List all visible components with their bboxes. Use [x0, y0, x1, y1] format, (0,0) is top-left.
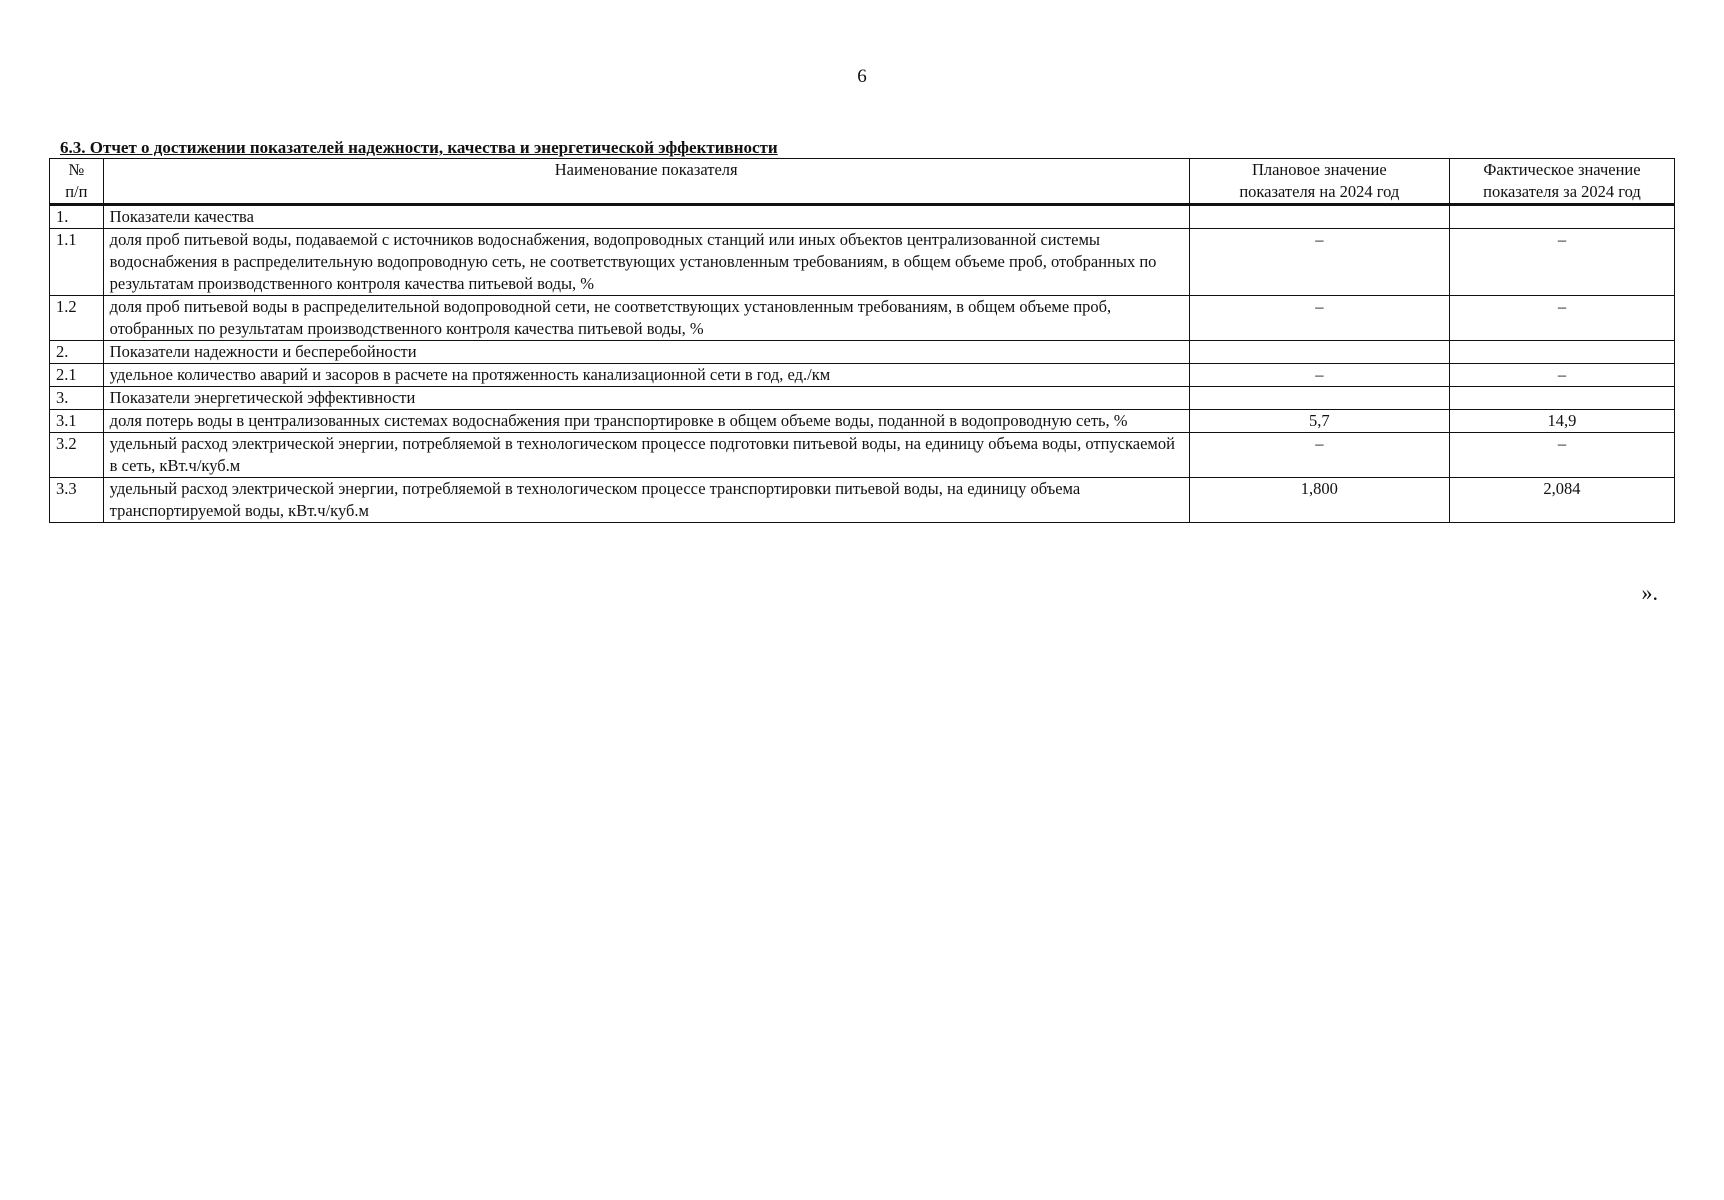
header-fact [1449, 159, 1674, 205]
header-num [50, 159, 104, 205]
table-row [50, 410, 1675, 433]
table-row [50, 478, 1675, 523]
header-num-line2: п/п [65, 182, 88, 201]
row-name: удельное количество аварий и засоров в расчете на протяженность канализационной сети в год, ед./км [103, 364, 1189, 387]
row-plan: – [1189, 364, 1449, 387]
indicators-table [49, 158, 1675, 523]
row-plan [1189, 387, 1449, 410]
table-row [50, 433, 1675, 478]
row-plan: 1,800 [1189, 478, 1449, 523]
row-num: 2.1 [50, 364, 104, 387]
header-name [103, 159, 1189, 205]
row-name: Показатели надежности и бесперебойности [103, 341, 1189, 364]
header-name-text: Наименование показателя [554, 160, 738, 179]
row-num: 3.1 [50, 410, 104, 433]
row-num: 1.2 [50, 296, 104, 341]
row-plan [1189, 205, 1449, 229]
table-row [50, 364, 1675, 387]
row-fact: – [1449, 433, 1674, 478]
row-num: 1.1 [50, 229, 104, 296]
table-row [50, 296, 1675, 341]
row-fact: – [1449, 296, 1674, 341]
row-fact: – [1449, 229, 1674, 296]
header-fact-line2: показателя за 2024 год [1483, 182, 1641, 201]
row-fact: 14,9 [1449, 410, 1674, 433]
row-name: удельный расход электрической энергии, потребляемой в технологическом процессе подготовки питьевой воды, на единицу объема воды, отпускаемой в сеть, кВт.ч/куб.м [103, 433, 1189, 478]
row-fact [1449, 205, 1674, 229]
table-row [50, 205, 1675, 229]
section-title: 6.3. Отчет о достижении показателей надежности, качества и энергетической эффективности [60, 138, 778, 157]
row-fact: – [1449, 364, 1674, 387]
header-num-line1: № [68, 160, 85, 179]
row-num: 1. [50, 205, 104, 229]
row-name: доля проб питьевой воды в распределительной водопроводной сети, не соответствующих установленным требованиям, в общем объеме проб, отобранных по результатам производственного контроля качества питьевой воды, % [103, 296, 1189, 341]
header-fact-line1: Фактическое значение [1483, 160, 1641, 179]
header-plan-line2: показателя на 2024 год [1239, 182, 1400, 201]
row-fact: 2,084 [1449, 478, 1674, 523]
row-plan: – [1189, 296, 1449, 341]
row-plan: 5,7 [1189, 410, 1449, 433]
header-plan-line1: Плановое значение [1251, 160, 1387, 179]
row-name: удельный расход электрической энергии, потребляемой в технологическом процессе транспортировки питьевой воды, на единицу объема транспортируемой воды, кВт.ч/куб.м [103, 478, 1189, 523]
row-plan: – [1189, 433, 1449, 478]
row-name: Показатели энергетической эффективности [103, 387, 1189, 410]
row-num: 2. [50, 341, 104, 364]
row-name: доля потерь воды в централизованных системах водоснабжения при транспортировке в общем объеме воды, поданной в водопроводную сеть, % [103, 410, 1189, 433]
row-name: Показатели качества [103, 205, 1189, 229]
row-fact [1449, 341, 1674, 364]
page-number: 6 [857, 66, 867, 87]
table-row [50, 229, 1675, 296]
closing-quote-mark: ». [1641, 580, 1658, 605]
table-row [50, 341, 1675, 364]
header-plan [1189, 159, 1449, 205]
row-plan: – [1189, 229, 1449, 296]
row-num: 3. [50, 387, 104, 410]
row-num: 3.2 [50, 433, 104, 478]
table-header-row [50, 159, 1675, 205]
table-row [50, 387, 1675, 410]
row-num: 3.3 [50, 478, 104, 523]
row-fact [1449, 387, 1674, 410]
row-name: доля проб питьевой воды, подаваемой с источников водоснабжения, водопроводных станций или иных объектов централизованной системы водоснабжения в распределительную водопроводную сеть, не соответствующих установленным требованиям, в общем объеме проб, отобранных по результатам производственного контроля качества питьевой воды, % [103, 229, 1189, 296]
row-plan [1189, 341, 1449, 364]
